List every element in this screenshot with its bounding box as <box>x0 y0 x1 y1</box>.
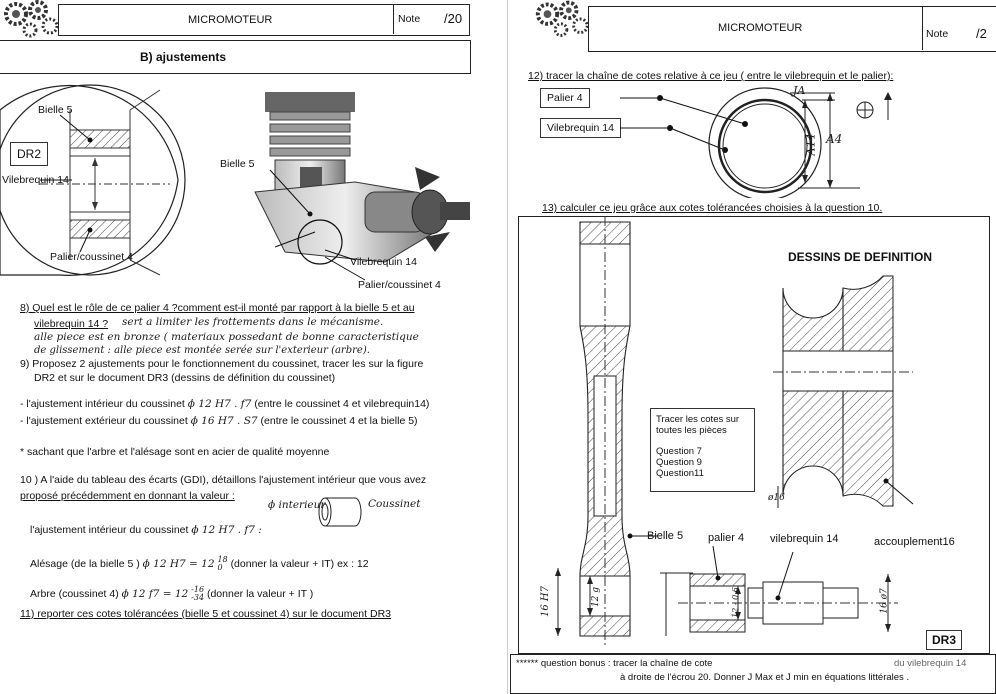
right-header-title: MICROMOTEUR <box>718 22 803 34</box>
bonus-line-1-tail: du vilebrequin 14 <box>894 658 967 669</box>
q10-bore-line <box>30 556 369 572</box>
gears-logo-icon <box>532 0 592 38</box>
label-bielle-5: Bielle 5 <box>647 530 684 542</box>
q10-shaft-label: Arbre (coussinet 4) <box>30 587 119 600</box>
outer-fit-line <box>20 415 418 427</box>
instr-line-3: Question 7 <box>656 446 702 457</box>
q10-bore-value: ϕ 12 H7 = 12 <box>142 557 215 570</box>
label-accouplement16: accouplement16 <box>874 536 955 548</box>
dim-12: 12 - 0,6 <box>730 587 740 618</box>
left-header-title: MICROMOTEUR <box>188 14 273 26</box>
inner-fit-suffix: (entre le coussinet 4 et vilebrequin14) <box>254 398 430 410</box>
q8-line2: vilebrequin 14 ? <box>34 318 109 330</box>
label-bielle-5-right: Bielle 5 <box>220 158 255 170</box>
q10-line2: proposé précédemment en donnant la valeur : <box>20 490 235 502</box>
definition-drawing-title: DESSINS DE DEFINITION <box>788 250 933 264</box>
q10-inner-label: l'ajustement intérieur du coussinet <box>30 524 189 536</box>
q10-hw-interieur: ϕ interieur <box>268 499 326 511</box>
q10-shaft-hint: (donner la valeur + IT ) <box>206 587 314 600</box>
inner-fit-value: ϕ 12 H7 . f7 <box>187 398 252 410</box>
right-note-divider <box>922 6 923 50</box>
q12-palier-box: Palier 4 <box>540 88 590 108</box>
section-title: B) ajustements <box>140 50 227 64</box>
q8-answer3: de glissement : alle piece est montée serée sur l'exterieur (arbre). <box>34 345 370 356</box>
dr2-label: DR2 <box>10 142 48 166</box>
bonus-line-1: ****** question bonus : tracer la chaîne de cote <box>516 658 713 669</box>
label-palier-4-right: Palier/coussinet 4 <box>358 279 441 291</box>
q10-inner-value: ϕ 12 H7 . f7 : <box>191 524 262 536</box>
inner-fit-prefix: - l'ajustement intérieur du coussinet <box>20 398 185 410</box>
left-note-divider <box>393 4 394 34</box>
right-note-label: Note <box>926 28 949 40</box>
section-title-box <box>0 40 471 74</box>
inner-fit-line <box>20 398 429 410</box>
q10-bore-sup: 18 <box>217 555 228 564</box>
label-vilebrequin-14-left: Vilebrequin 14 <box>2 174 69 186</box>
bushing-sketch <box>315 494 365 530</box>
left-note-value: /20 <box>444 11 463 26</box>
q12-line: 12) tracer la chaîne de cotes relative à ce jeu ( entre le vilebrequin et le palier): <box>528 70 894 82</box>
dim-12g: 12 g <box>591 586 602 608</box>
q8-answer1: sert a limiter les frottements dans le mécanisme. <box>122 316 384 328</box>
outer-fit-value: ϕ 16 H7 . S7 <box>190 415 258 427</box>
q10-shaft-line <box>30 586 313 602</box>
q13-line: 13) calculer ce jeu grâce aux cotes tolérancées choisies à la question 10. <box>542 202 883 214</box>
right-note-value: /2 <box>976 26 987 41</box>
dim-16h7: 16 H7 <box>540 586 551 617</box>
left-note-label: Note <box>398 13 421 25</box>
q10-hw-coussinet: Coussinet <box>368 498 421 510</box>
q9-line1: 9) Proposez 2 ajustements pour le fonctionnement du coussinet, tracer les sur la figure <box>20 358 424 370</box>
instr-line-4: Question 9 <box>656 457 702 468</box>
q9-line2: DR2 et sur le document DR3 (dessins de définition du coussinet) <box>34 372 336 384</box>
q10-line1: 10 ) A l'aide du tableau des écarts (GDI), détaillons l'ajustement intérieur que vous avez <box>20 474 427 486</box>
q8-answer2: alle piece est en bronze ( materiaux possedant de bonne caracteristique <box>34 331 419 343</box>
q12-a14: A14 <box>804 133 818 156</box>
engine-illustration <box>215 82 475 292</box>
label-vilebrequin-14-right: Vilebrequin 14 <box>350 256 417 268</box>
q8-line1: 8) Quel est le rôle de ce palier 4 ?comment est-il monté par rapport à la bielle 5 et au <box>20 302 415 314</box>
q10-shaft-tol <box>191 586 204 602</box>
q11-line: 11) reporter ces cotes tolérancées (bielle 5 et coussinet 4) sur le document DR3 <box>20 608 391 620</box>
q10-bore-sub: 0 <box>217 563 223 572</box>
label-vilebrequin-14: vilebrequin 14 <box>770 533 839 545</box>
right-page <box>510 0 996 694</box>
outer-fit-suffix: (entre le coussinet 4 et la bielle 5) <box>260 415 418 427</box>
gears-logo-icon <box>0 0 62 38</box>
q12-vilebrequin-box: Vilebrequin 14 <box>540 118 621 138</box>
dim-16: 16 ø7 <box>879 588 890 614</box>
label-palier-4-left: Palier/coussinet 4 <box>50 251 133 263</box>
bonus-line-2: à droite de l'écrou 20. Donner J Max et J min en équations littérales . <box>620 672 910 683</box>
q10-shaft-sub: -34 <box>191 593 205 602</box>
dr3-label: DR3 <box>926 630 962 650</box>
q10-shaft-sup: -16 <box>191 585 205 594</box>
page-divider <box>507 0 508 694</box>
instr-line-5: Question11 <box>656 468 704 479</box>
instr-line-1: Tracer les cotes sur <box>656 414 740 425</box>
outer-fit-prefix: - l'ajustement extérieur du coussinet <box>20 415 188 427</box>
dim-a16: ø16 <box>768 493 785 503</box>
q12-a4: A4 <box>826 132 843 146</box>
q10-bore-tol <box>217 556 227 572</box>
q12-ja: JA <box>793 84 806 97</box>
q10-bore-hint: (donner la valeur + IT) ex : 12 <box>230 557 369 570</box>
q10-inner-line <box>30 524 262 536</box>
label-bielle-5-left: Bielle 5 <box>38 104 73 116</box>
instr-line-2: toutes les pièces <box>656 425 727 436</box>
q10-shaft-value: ϕ 12 f7 = 12 <box>121 587 189 600</box>
q10-bore-label: Alésage (de la bielle 5 ) <box>30 557 140 570</box>
label-palier-4: palier 4 <box>708 532 745 544</box>
material-note: * sachant que l'arbre et l'alésage sont en acier de qualité moyenne <box>20 446 330 458</box>
